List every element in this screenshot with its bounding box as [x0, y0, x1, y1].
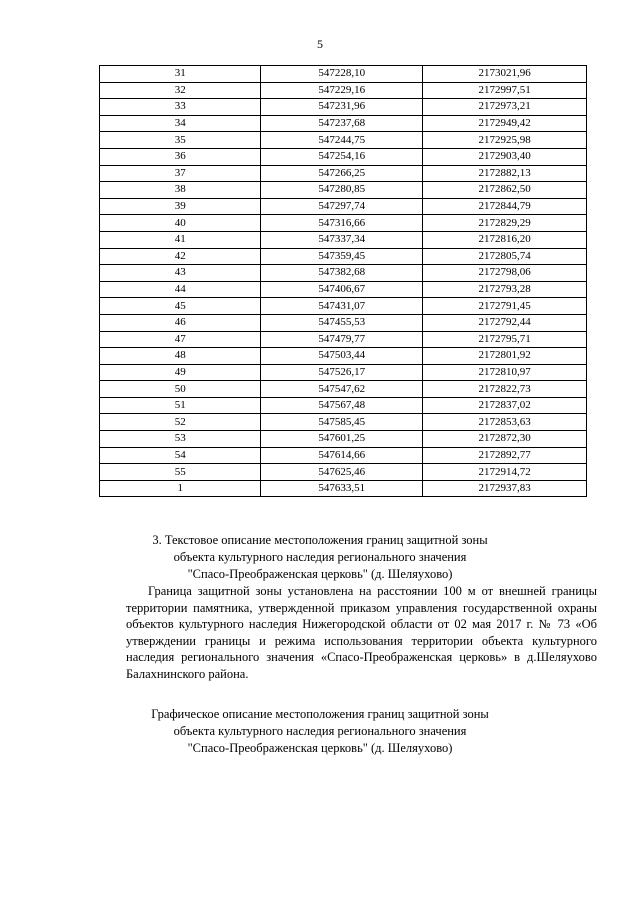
x-coordinate-cell: 547503,44: [261, 348, 423, 365]
point-number-cell: 47: [100, 331, 261, 348]
y-coordinate-cell: 2172892,77: [423, 447, 587, 464]
graphic-heading-line-2: объекта культурного наследия регионального значения: [173, 724, 467, 738]
graphic-description-heading: [0, 706, 640, 757]
point-number-cell: 38: [100, 182, 261, 199]
point-number-cell: 55: [100, 464, 261, 481]
table-row: [100, 381, 587, 398]
table-row: [100, 397, 587, 414]
y-coordinate-cell: 2172793,28: [423, 281, 587, 298]
point-number-cell: 33: [100, 99, 261, 116]
table-row: [100, 248, 587, 265]
point-number-cell: 44: [100, 281, 261, 298]
point-number-cell: 36: [100, 148, 261, 165]
y-coordinate-cell: 2172997,51: [423, 82, 587, 99]
y-coordinate-cell: 2172844,79: [423, 198, 587, 215]
table-row: [100, 198, 587, 215]
point-number-cell: 45: [100, 298, 261, 315]
table-row: [100, 480, 587, 497]
x-coordinate-cell: 547406,67: [261, 281, 423, 298]
x-coordinate-cell: 547337,34: [261, 231, 423, 248]
point-number-cell: 48: [100, 348, 261, 365]
point-number-cell: 40: [100, 215, 261, 232]
x-coordinate-cell: 547455,53: [261, 314, 423, 331]
x-coordinate-cell: 547633,51: [261, 480, 423, 497]
point-number-cell: 53: [100, 431, 261, 448]
table-row: [100, 99, 587, 116]
y-coordinate-cell: 2172837,02: [423, 397, 587, 414]
table-row: [100, 182, 587, 199]
point-number-cell: 46: [100, 314, 261, 331]
x-coordinate-cell: 547382,68: [261, 265, 423, 282]
x-coordinate-cell: 547567,48: [261, 397, 423, 414]
x-coordinate-cell: 547625,46: [261, 464, 423, 481]
section-3-heading-line-1: 3. Текстовое описание местоположения границ защитной зоны: [152, 533, 488, 547]
table-row: [100, 215, 587, 232]
x-coordinate-cell: 547614,66: [261, 447, 423, 464]
y-coordinate-cell: 2172872,30: [423, 431, 587, 448]
y-coordinate-cell: 2172829,29: [423, 215, 587, 232]
y-coordinate-cell: 2172816,20: [423, 231, 587, 248]
table-row: [100, 132, 587, 149]
point-number-cell: 39: [100, 198, 261, 215]
table-row: [100, 431, 587, 448]
y-coordinate-cell: 2173021,96: [423, 66, 587, 83]
y-coordinate-cell: 2172822,73: [423, 381, 587, 398]
point-number-cell: 50: [100, 381, 261, 398]
graphic-heading-line-1: Графическое описание местоположения границ защитной зоны: [151, 707, 489, 721]
table-row: [100, 148, 587, 165]
x-coordinate-cell: 547526,17: [261, 364, 423, 381]
x-coordinate-cell: 547431,07: [261, 298, 423, 315]
table-row: [100, 165, 587, 182]
table-row: [100, 447, 587, 464]
point-number-cell: 51: [100, 397, 261, 414]
table-row: [100, 414, 587, 431]
y-coordinate-cell: 2172810,97: [423, 364, 587, 381]
x-coordinate-cell: 547280,85: [261, 182, 423, 199]
table-row: [100, 331, 587, 348]
x-coordinate-cell: 547266,25: [261, 165, 423, 182]
table-row: [100, 314, 587, 331]
y-coordinate-cell: 2172791,45: [423, 298, 587, 315]
table-row: [100, 66, 587, 83]
point-number-cell: 52: [100, 414, 261, 431]
table-row: [100, 464, 587, 481]
point-number-cell: 42: [100, 248, 261, 265]
y-coordinate-cell: 2172925,98: [423, 132, 587, 149]
x-coordinate-cell: 547547,62: [261, 381, 423, 398]
x-coordinate-cell: 547228,10: [261, 66, 423, 83]
table-row: [100, 115, 587, 132]
y-coordinate-cell: 2172798,06: [423, 265, 587, 282]
point-number-cell: 31: [100, 66, 261, 83]
point-number-cell: 37: [100, 165, 261, 182]
x-coordinate-cell: 547237,68: [261, 115, 423, 132]
y-coordinate-cell: 2172882,13: [423, 165, 587, 182]
x-coordinate-cell: 547254,16: [261, 148, 423, 165]
table-row: [100, 364, 587, 381]
y-coordinate-cell: 2172973,21: [423, 99, 587, 116]
coordinates-table: [99, 65, 587, 497]
coordinates-table-body: [100, 66, 587, 497]
point-number-cell: 49: [100, 364, 261, 381]
point-number-cell: 35: [100, 132, 261, 149]
y-coordinate-cell: 2172792,44: [423, 314, 587, 331]
graphic-heading-line-3: "Спасо-Преображенская церковь" (д. Шеляухово): [187, 741, 453, 755]
section-3-heading-line-3: "Спасо-Преображенская церковь" (д. Шеляухово): [187, 567, 453, 581]
point-number-cell: 54: [100, 447, 261, 464]
table-row: [100, 281, 587, 298]
x-coordinate-cell: 547601,25: [261, 431, 423, 448]
x-coordinate-cell: 547229,16: [261, 82, 423, 99]
y-coordinate-cell: 2172805,74: [423, 248, 587, 265]
y-coordinate-cell: 2172949,42: [423, 115, 587, 132]
x-coordinate-cell: 547359,45: [261, 248, 423, 265]
section-3-heading: [0, 532, 640, 583]
table-row: [100, 231, 587, 248]
point-number-cell: 34: [100, 115, 261, 132]
point-number-cell: 32: [100, 82, 261, 99]
y-coordinate-cell: 2172801,92: [423, 348, 587, 365]
section-3-heading-line-2: объекта культурного наследия регионального значения: [173, 550, 467, 564]
section-3-paragraph: Граница защитной зоны установлена на расстоянии 100 м от внешней границы территории памятника, утвержденной приказом управления государственной охраны объектов культурного наследия Нижегородской области от 02 мая 2017 г. № 73 «Об утверждении границы и режима использования территории объекта культурного наследия регионального значения «Спасо-Преображенская церковь» в д.Шеляухово Балахнинского района.: [126, 584, 597, 681]
y-coordinate-cell: 2172862,50: [423, 182, 587, 199]
x-coordinate-cell: 547585,45: [261, 414, 423, 431]
x-coordinate-cell: 547316,66: [261, 215, 423, 232]
x-coordinate-cell: 547244,75: [261, 132, 423, 149]
x-coordinate-cell: 547479,77: [261, 331, 423, 348]
table-row: [100, 82, 587, 99]
x-coordinate-cell: 547297,74: [261, 198, 423, 215]
y-coordinate-cell: 2172795,71: [423, 331, 587, 348]
table-row: [100, 348, 587, 365]
table-row: [100, 265, 587, 282]
table-row: [100, 298, 587, 315]
point-number-cell: 43: [100, 265, 261, 282]
y-coordinate-cell: 2172914,72: [423, 464, 587, 481]
y-coordinate-cell: 2172937,83: [423, 480, 587, 497]
x-coordinate-cell: 547231,96: [261, 99, 423, 116]
point-number-cell: 1: [100, 480, 261, 497]
y-coordinate-cell: 2172853,63: [423, 414, 587, 431]
point-number-cell: 41: [100, 231, 261, 248]
page-number: 5: [317, 37, 323, 51]
y-coordinate-cell: 2172903,40: [423, 148, 587, 165]
